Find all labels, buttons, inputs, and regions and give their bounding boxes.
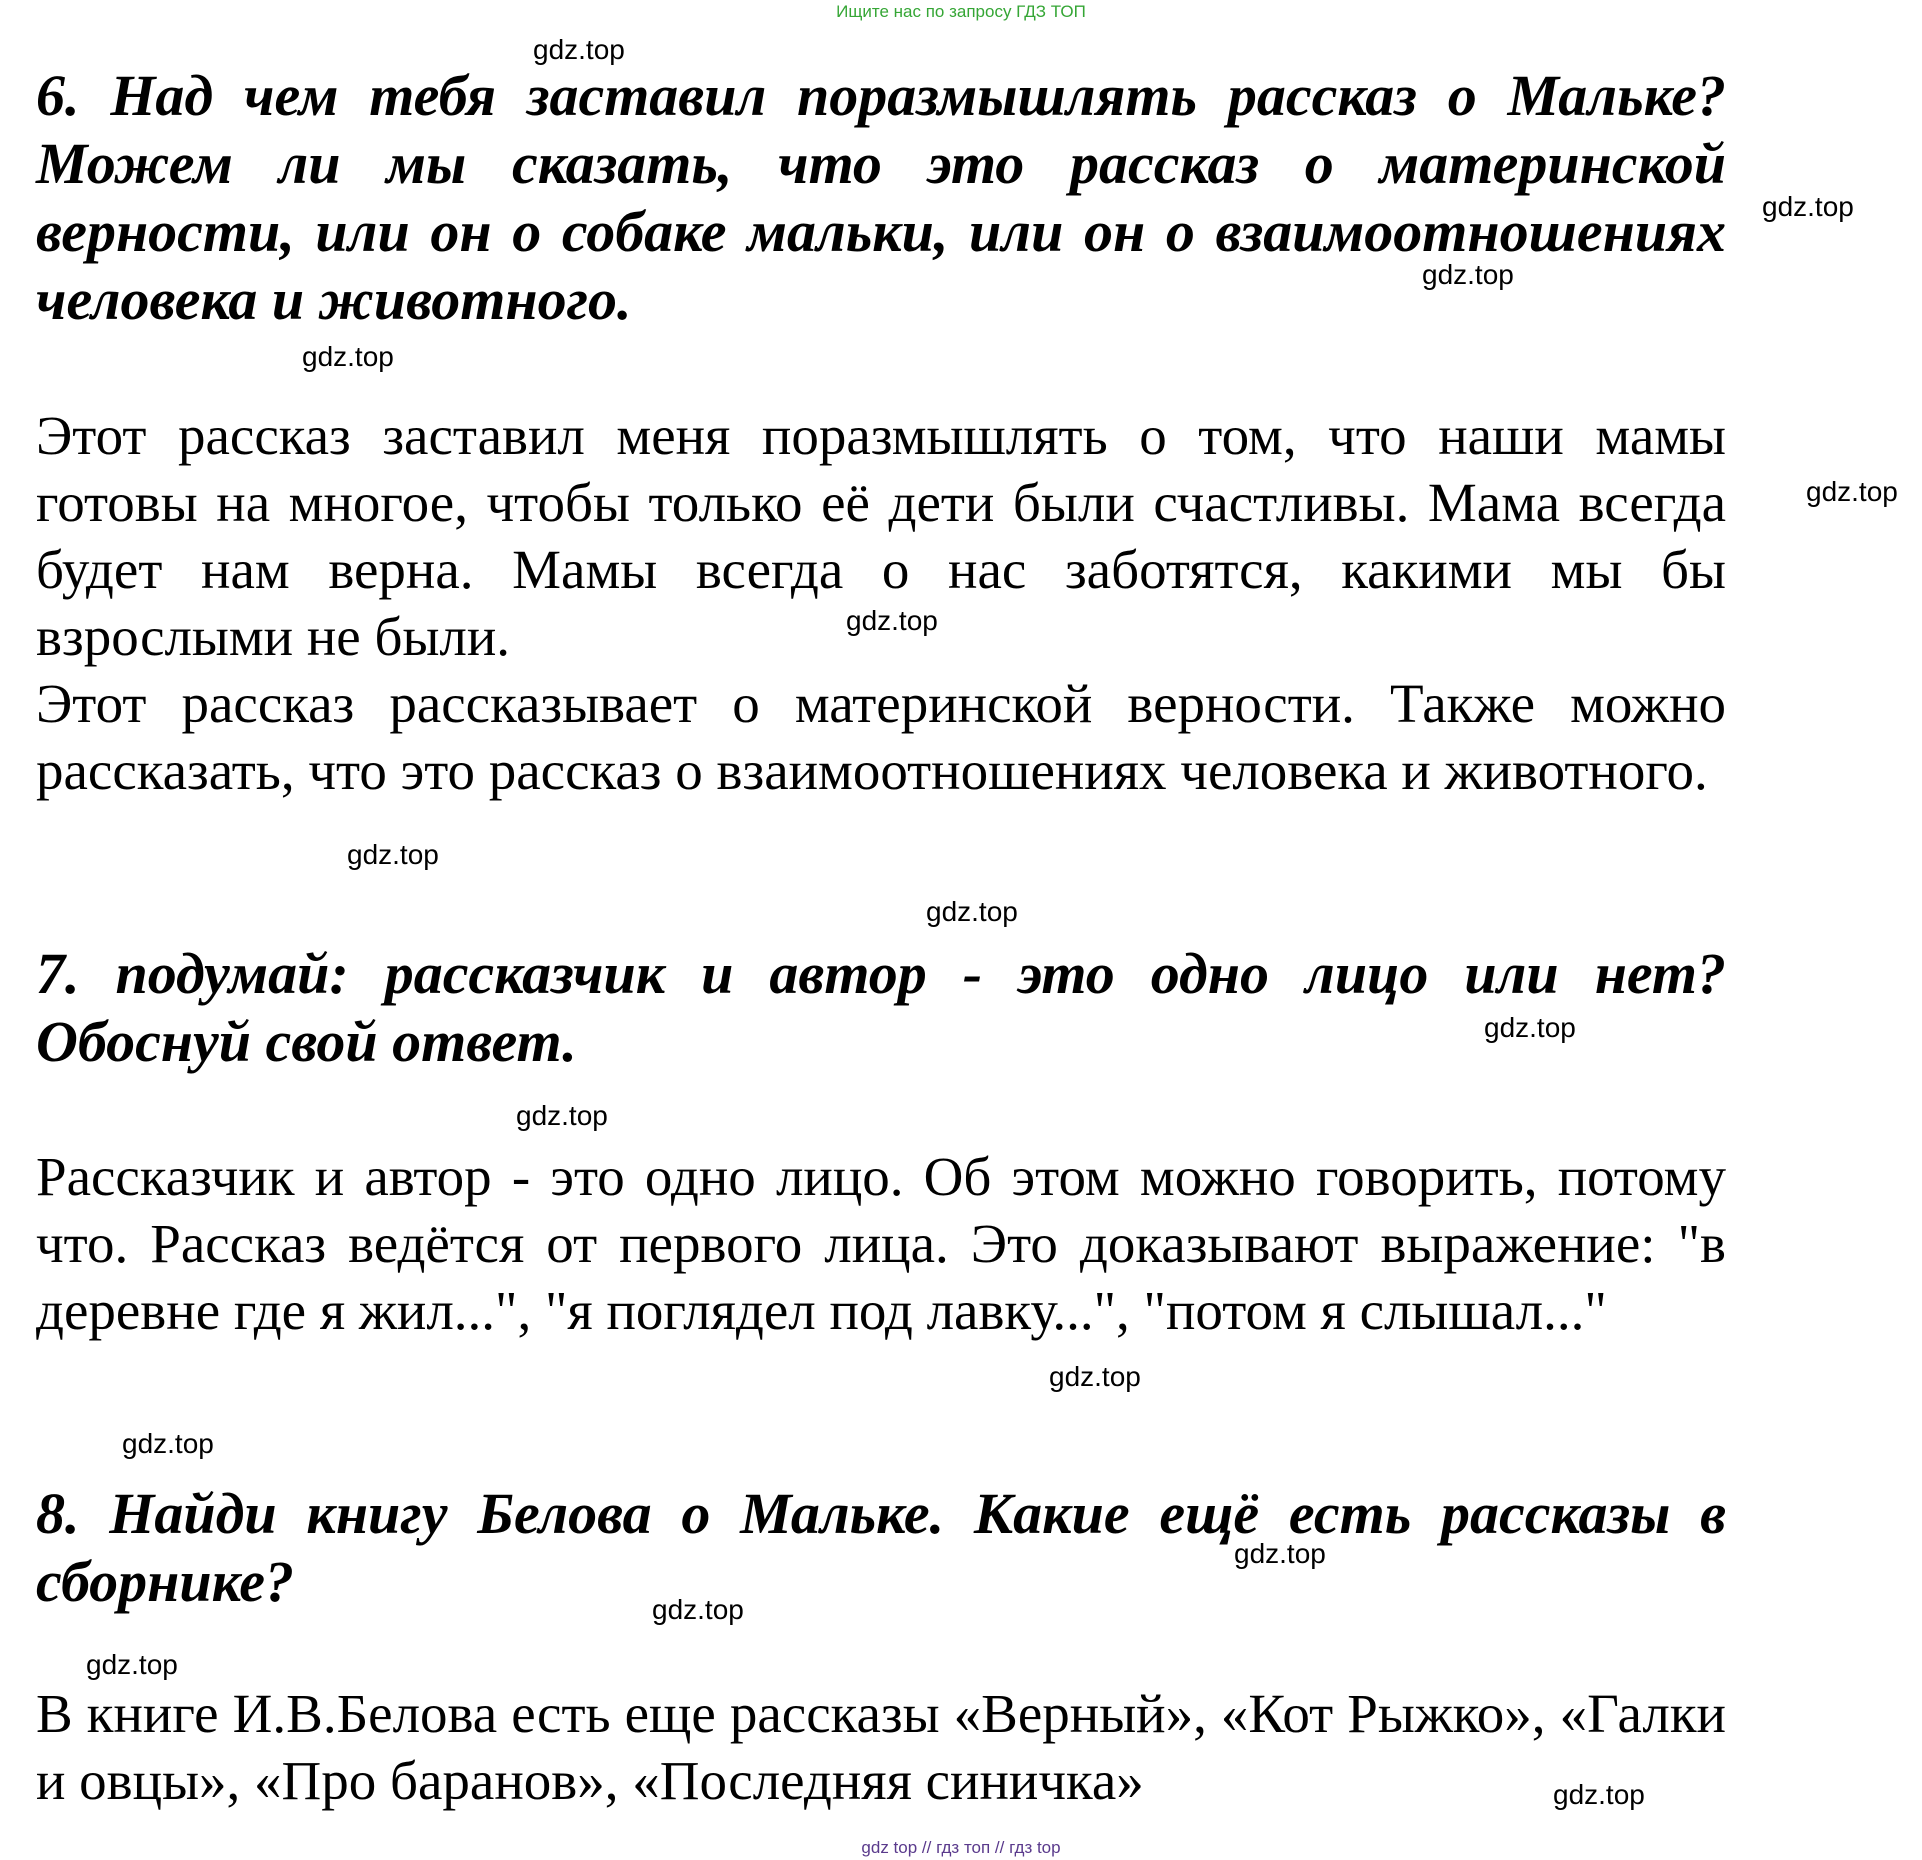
footer-links: gdz top // гдз топ // гдз top <box>861 1838 1061 1857</box>
question-6-heading: 6. Над чем тебя заставил поразмышлять рассказ о Мальке? Можем ли мы сказать, что это рассказ о материнской верности, или он о собаке мальки, или он о взаимоотношениях человека и животного. <box>36 63 1726 332</box>
watermark: gdz.top <box>122 1428 214 1459</box>
answer-6-paragraph-1: Этот рассказ заставил меня поразмышлять о том, что наши мамы готовы на многое, чтобы только её дети были счастливы. Мама всегда будет нам верна. Мамы всегда о нас заботятся, какими мы бы взрослыми не были. <box>36 405 1726 667</box>
watermark: gdz.top <box>1422 259 1514 290</box>
watermark: gdz.top <box>86 1649 178 1680</box>
watermark: gdz.top <box>1484 1012 1576 1043</box>
answer-7-paragraph: Рассказчик и автор - это одно лицо. Об этом можно говорить, потому что. Рассказ ведётся от первого лица. Это доказывают выражение: "в деревне где я жил...", "я поглядел под лавку...", "потом я слышал..." <box>36 1146 1726 1341</box>
question-7-heading: 7. подумай: рассказчик и автор - это одно лицо или нет? Обоснуй свой ответ. <box>36 941 1726 1074</box>
answer-8-paragraph: В книге И.В.Белова есть еще рассказы «Верный», «Кот Рыжко», «Галки и овцы», «Про баранов», «Последняя синичка» <box>36 1683 1726 1811</box>
watermark: gdz.top <box>1553 1779 1645 1810</box>
watermark: gdz.top <box>846 605 938 636</box>
watermark: gdz.top <box>533 34 625 65</box>
watermark: gdz.top <box>516 1100 608 1131</box>
watermark: gdz.top <box>1049 1361 1141 1392</box>
watermark: gdz.top <box>347 839 439 870</box>
answer-6-paragraph-2: Этот рассказ рассказывает о материнской верности. Также можно рассказать, что это рассказ о взаимоотношениях человека и животного. <box>36 673 1726 801</box>
question-8-heading: 8. Найди книгу Белова о Мальке. Какие ещё есть рассказы в сборнике? <box>36 1481 1726 1614</box>
watermark: gdz.top <box>1762 191 1854 222</box>
watermark: gdz.top <box>926 896 1018 927</box>
watermark: gdz.top <box>302 341 394 372</box>
search-hint-banner: Ищите нас по запросу ГДЗ ТОП <box>836 2 1086 21</box>
watermark: gdz.top <box>652 1594 744 1625</box>
watermark: gdz.top <box>1806 476 1898 507</box>
watermark: gdz.top <box>1234 1538 1326 1569</box>
